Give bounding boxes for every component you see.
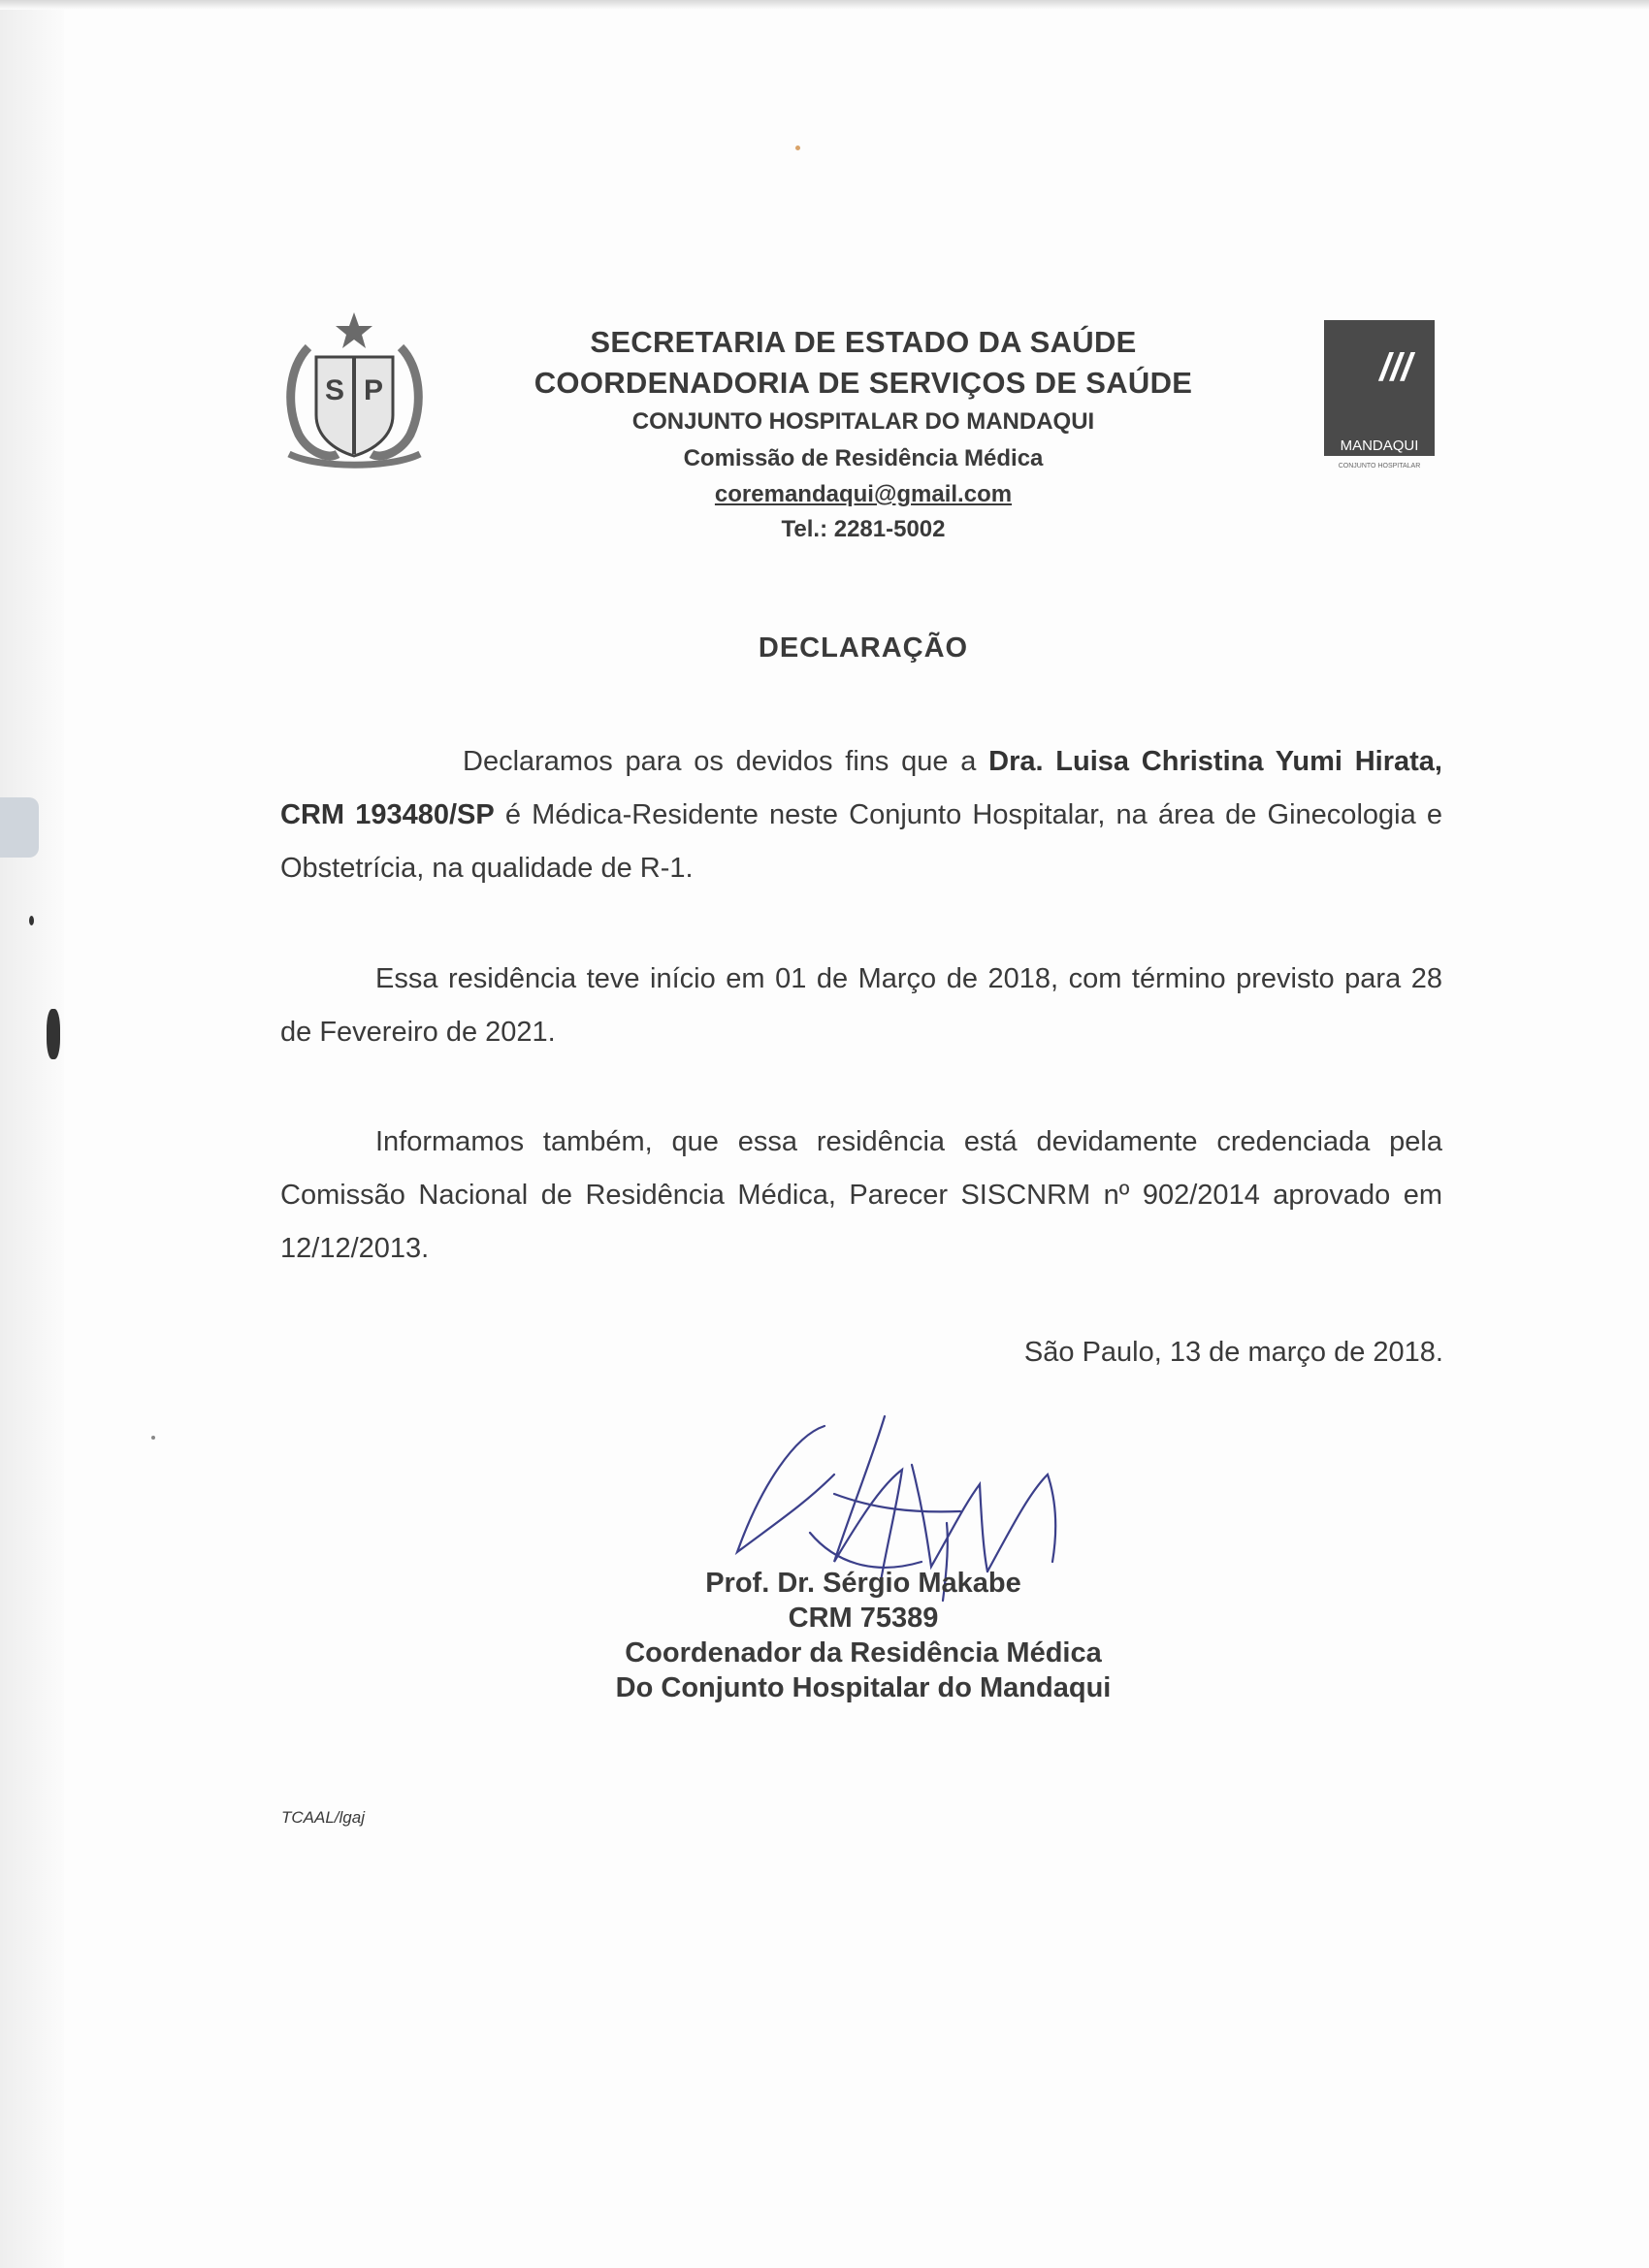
reference-initials: TCAAL/lgaj: [281, 1808, 365, 1827]
signatory-role: Coordenador da Residência Médica: [625, 1637, 1102, 1669]
signatory-name: Prof. Dr. Sérgio Makabe: [705, 1568, 1021, 1599]
scan-speck: [795, 146, 800, 150]
logo-mark: ///: [1379, 346, 1412, 389]
header-email-link[interactable]: coremandaqui@gmail.com: [714, 481, 1013, 507]
document-title: DECLARAÇÃO: [758, 632, 969, 664]
scan-top-shadow: [0, 0, 1649, 10]
scan-speck: [29, 916, 34, 925]
emblem-initial-s: S: [324, 374, 345, 406]
header-conjunto: CONJUNTO HOSPITALAR DO MANDAQUI: [631, 408, 1095, 435]
scan-speck: [47, 1009, 60, 1059]
scan-speck: [151, 1436, 155, 1440]
signatory-crm: CRM 75389: [788, 1603, 939, 1634]
scan-edge-shadow: [0, 0, 64, 2268]
place-date: São Paulo, 13 de março de 2018.: [1023, 1337, 1443, 1368]
p1-resident-name: Dra. Luisa Christina Yumi Hirata, CRM 193480/SP: [280, 746, 1442, 830]
header-coordenadoria: COORDENADORIA DE SERVIÇOS DE SAÚDE: [534, 366, 1193, 400]
sao-paulo-coat-of-arms: [279, 308, 430, 469]
p1-text-before: Declaramos para os devidos fins que a: [463, 746, 989, 777]
mandaqui-logo: [1324, 320, 1435, 475]
p1-text-after: é Médica-Residente neste Conjunto Hospitalar, na área de Ginecologia e Obstetrícia, na qualidade de R-1.: [280, 799, 1442, 884]
logo-subtitle: CONJUNTO HOSPITALAR: [1338, 463, 1421, 470]
header-phone: Tel.: 2281-5002: [781, 516, 946, 542]
header-comissao: Comissão de Residência Médica: [683, 445, 1044, 471]
paragraph-accreditation: Informamos também, que essa residência está devidamente credenciada pela Comissão Nacional de Residência Médica, Parecer SISCNRM nº 902/2014 aprovado em 12/12/2013.: [280, 1126, 1442, 1264]
letterhead: [456, 322, 1271, 547]
paragraph-declaration: [280, 735, 1442, 895]
tape-fragment: [0, 797, 39, 858]
signatory-block: [524, 1566, 1203, 1705]
header-secretaria: SECRETARIA DE ESTADO DA SAÚDE: [590, 325, 1137, 359]
signatory-institution: Do Conjunto Hospitalar do Mandaqui: [615, 1672, 1112, 1703]
logo-name: MANDAQUI: [1340, 437, 1419, 454]
paragraph-dates: Essa residência teve início em 01 de Março de 2018, com término previsto para 28 de Fevereiro de 2021.: [280, 963, 1442, 1048]
emblem-initial-p: P: [363, 374, 384, 406]
